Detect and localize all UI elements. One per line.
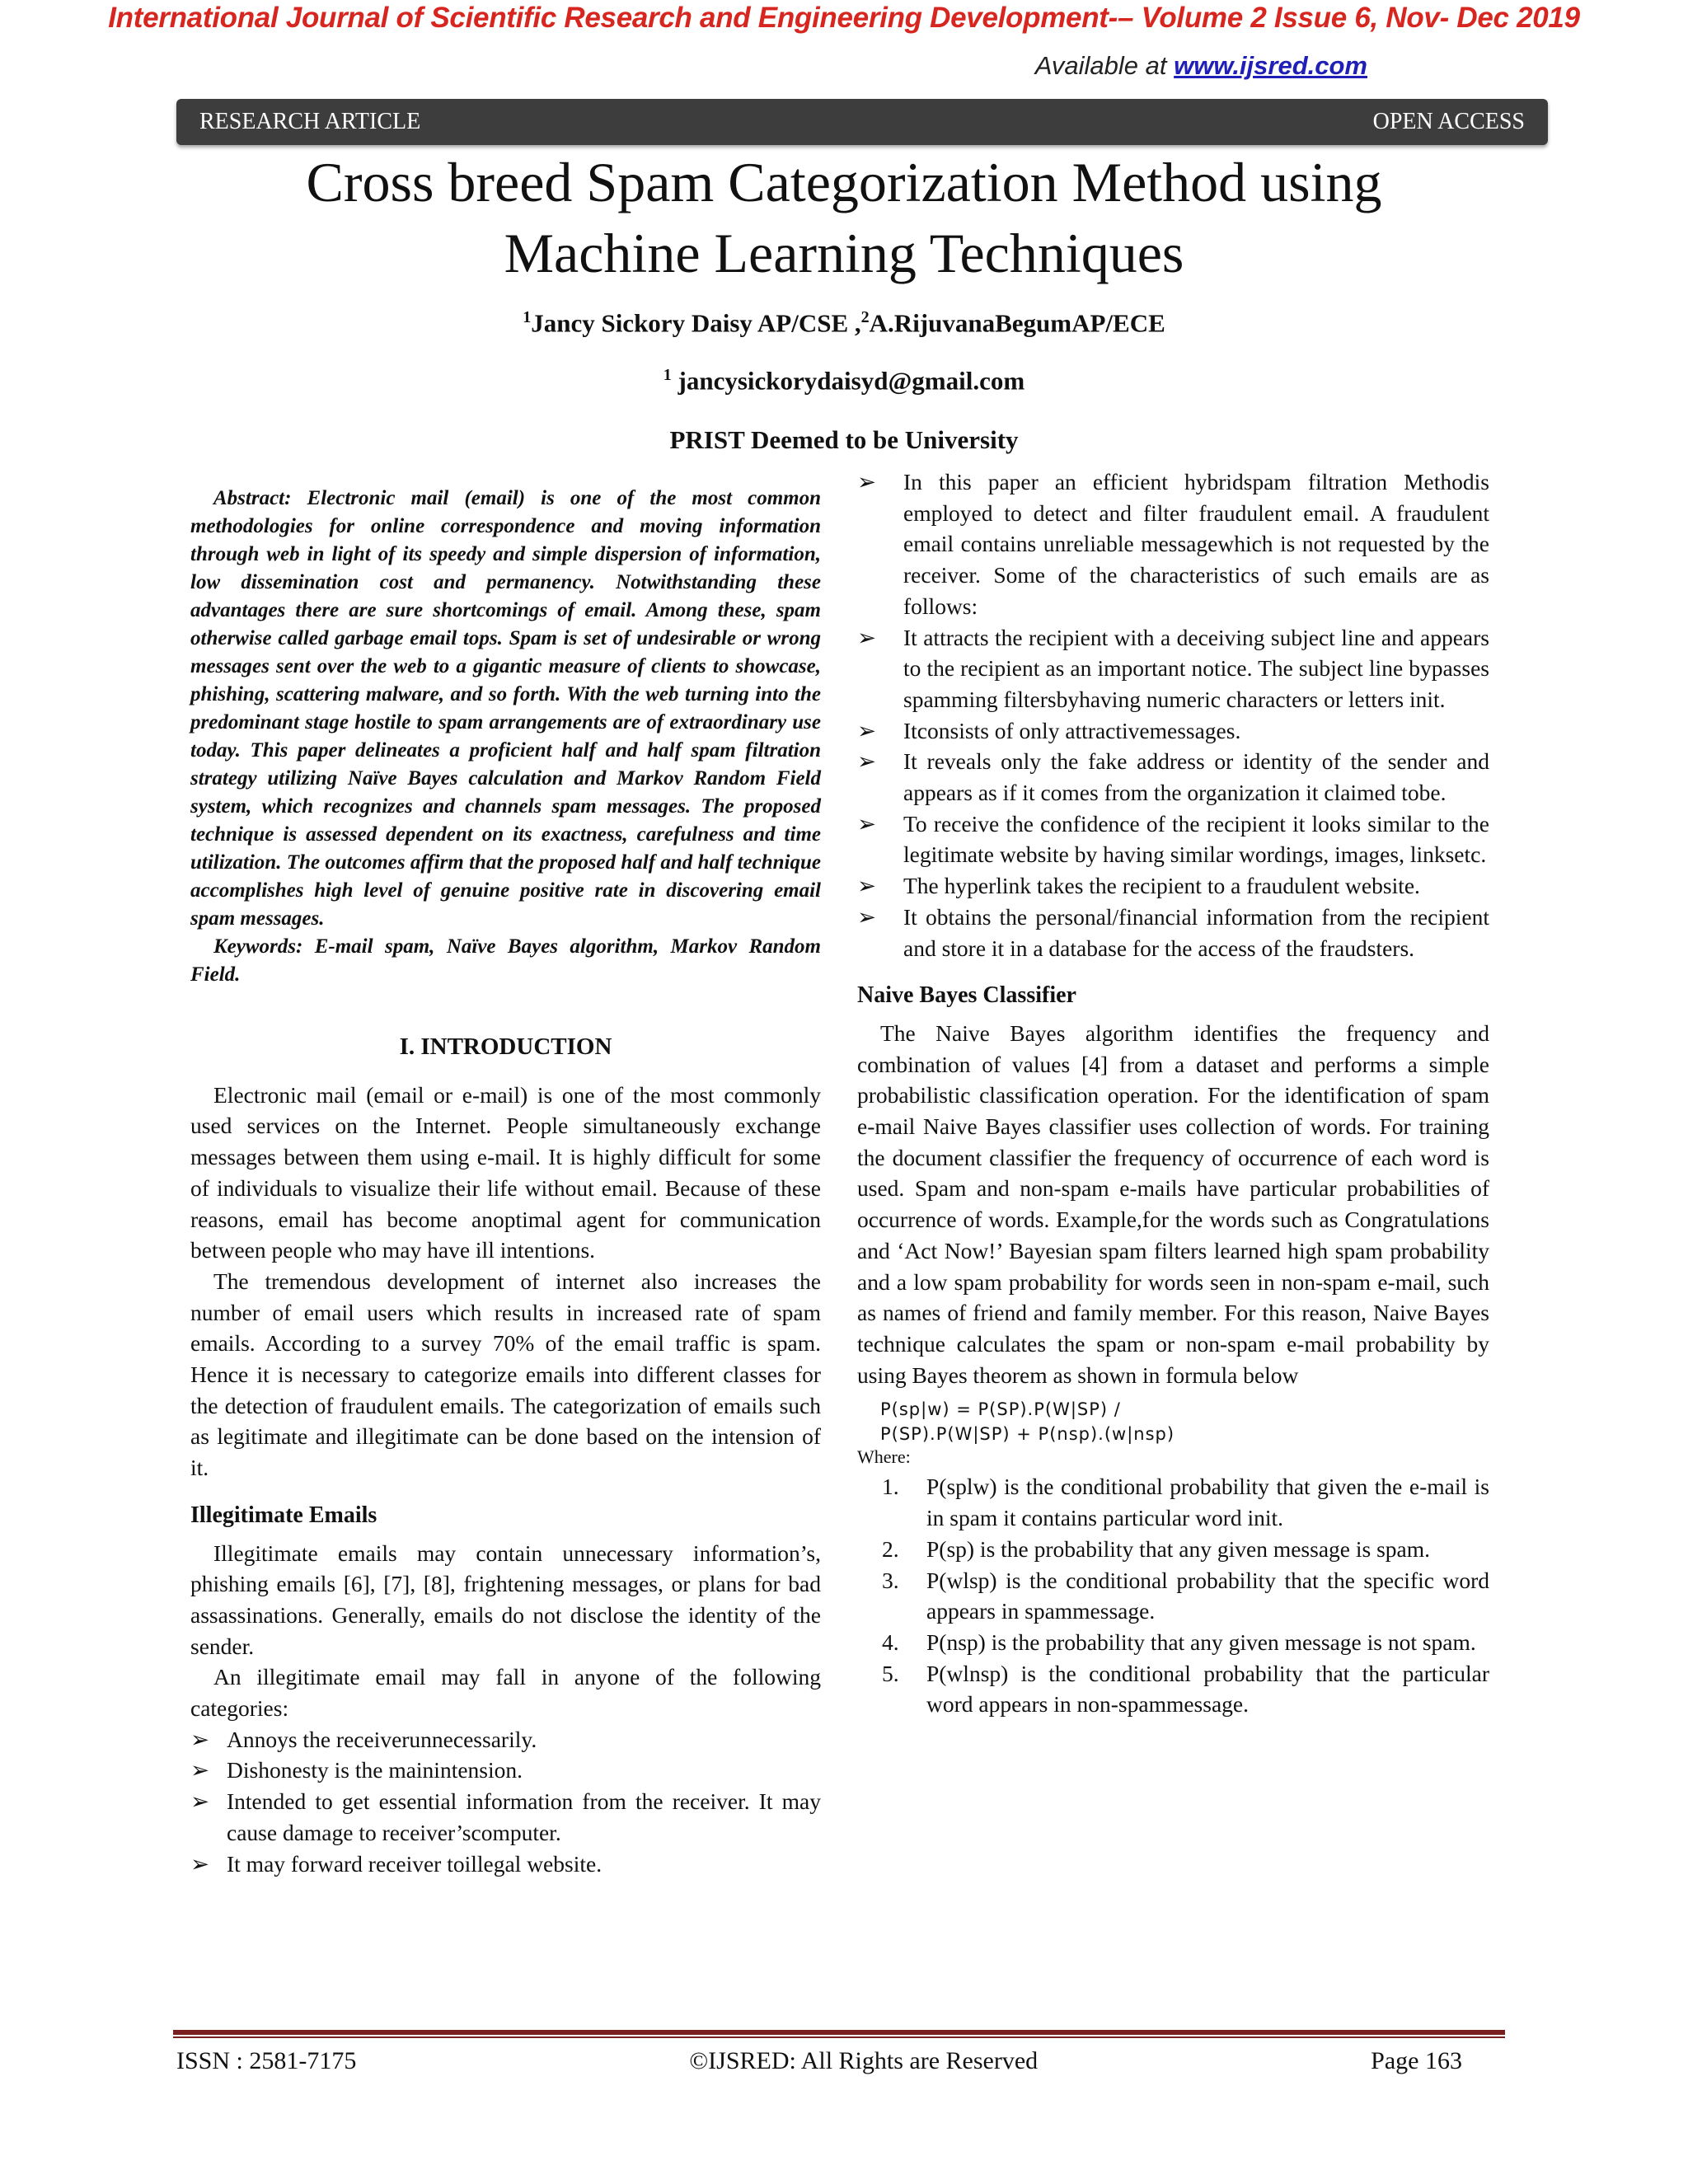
list-number: 1. [882, 1474, 899, 1500]
bayes-formula [880, 1397, 1489, 1446]
arrow-bullet-icon: ➢ [190, 1788, 210, 1815]
intro-paragraph-2: The tremendous development of internet also increases the number of email users which results in increased rate of spam emails. According to a survey 70% of the email traffic is spam. Hence it is necessary to categorize emails into different classes for the detection of fraudulent emails. The categorization of emails such as legitimate and illegitimate can be done based on the intension of it. [190, 1268, 821, 1481]
introduction-heading: I. INTRODUCTION [399, 1033, 612, 1060]
naive-bayes-heading: Naive Bayes Classifier [857, 982, 1076, 1009]
arrow-bullet-icon: ➢ [190, 1757, 210, 1783]
list-item: ➢ Intended to get essential information from the receiver. It may cause damage to receiver’scomputer. [190, 1786, 821, 1848]
naive-bayes-paragraph: The Naive Bayes algorithm identifies the frequency and combination of values [4] from a dataset and performs a simple probabilistic classification operation. For the identification of spam e-mail Naive Bayes classifier uses collection of words. For training the document classifier the frequency of occurrence of each word is used. Spam and non-spam e-mails have particular probabilities of occurrence of words. Example,for the words such as Congratulations and ‘Act Now!’ Bayesian spam filters learned high spam probability and a low spam probability for words seen in non-spam e-mail, such as names of friend and family member. For this reason, Naive Bayes technique calculates the spam or non-spam e-mail probability by using Bayes theorem as shown in formula below [857, 1019, 1489, 1388]
arrow-bullet-icon: ➢ [857, 624, 877, 650]
list-number: 3. [882, 1567, 899, 1593]
illegitimate-heading: Illegitimate Emails [190, 1502, 377, 1528]
arrow-bullet-icon: ➢ [857, 748, 877, 775]
email-address: jancysickorydaisyd@gmail.com [671, 366, 1025, 396]
paper-title-line1: Cross breed Spam Categorization Method using [306, 151, 1382, 213]
paper-title [176, 147, 1512, 288]
footer-rights: ©IJSRED: All Rights are Reserved [689, 2047, 1039, 2074]
list-item: ➢ It may forward receiver toillegal website. [190, 1849, 821, 1880]
list-item: ➢ In this paper an efficient hybridspam filtration Methodis employed to detect and filter fraudulent email. A fraudulent email contains unreliable messagewhich is not requested by the receiver. Some of the characteristics of such emails are as follows: [857, 466, 1489, 622]
list-item: ➢ To receive the confidence of the recipient it looks similar to the legitimate website by having similar wordings, images, linksetc. [857, 808, 1489, 870]
banner-open-access: OPEN ACCESS [1372, 109, 1525, 134]
arrow-bullet-icon: ➢ [857, 469, 877, 494]
list-item: 1. P(splw) is the conditional probability that given the e-mail is in spam it contains particular word init. [857, 1471, 1489, 1533]
page-footer [176, 2047, 1462, 2075]
definitions-list [857, 1471, 1489, 1720]
illegitimate-paragraph-1: Illegitimate emails may contain unnecessary information’s, phishing emails [6], [7], [8], frightening messages, or plans for bad assassinations. Generally, emails do not disclose the identity of the sender. [190, 1540, 821, 1659]
email-sup: 1 [663, 366, 672, 384]
list-item: ➢ Annoys the receiverunnecessarily. [190, 1724, 821, 1755]
paper-title-line2: Machine Learning Techniques [504, 222, 1184, 284]
list-item: 4. P(nsp) is the probability that any given message is not spam. [857, 1627, 1489, 1658]
footer-page-number: Page 163 [1371, 2047, 1462, 2074]
arrow-bullet-icon: ➢ [190, 1726, 210, 1752]
list-item: 3. P(wlsp) is the conditional probability that the specific word appears in spammessage. [857, 1565, 1489, 1627]
list-item: 2. P(sp) is the probability that any given message is spam. [857, 1534, 1489, 1565]
intro-paragraph-1: Electronic mail (email or e-mail) is one of the most commonly used services on the Internet. People simultaneously exchange messages between them using e-mail. It is highly difficult for some of individuals to visualize their life without email. Because of these reasons, email has become anoptimal agent for communication between people who may have ill intentions. [190, 1081, 821, 1263]
footer-rule [173, 2030, 1505, 2035]
footer-issn: ISSN : 2581-7175 [176, 2047, 357, 2074]
arrow-bullet-icon: ➢ [857, 873, 877, 899]
fraud-characteristics-list [857, 466, 1489, 963]
available-prefix: Available at [1034, 51, 1175, 80]
journal-header: International Journal of Scientific Research and Engineering Development-– Volume 2 Issue 6, Nov- Dec 2019 [108, 2, 1580, 34]
formula-line-2: P(SP).P(W|SP) + P(nsp).(w|nsp) [880, 1424, 1175, 1445]
article-banner [176, 99, 1548, 145]
list-number: 2. [882, 1535, 899, 1562]
author1-sup: 1 [523, 308, 532, 326]
list-item: ➢ It obtains the personal/financial information from the recipient and store it in a database for the access of the fraudsters. [857, 902, 1489, 963]
illegitimate-paragraph-2: An illegitimate email may fall in anyone of the following categories: [190, 1664, 821, 1722]
right-column [857, 466, 1489, 1720]
footer-rule-thin [173, 2036, 1505, 2038]
where-label: Where: [857, 1446, 911, 1468]
keywords: Keywords: E-mail spam, Naïve Bayes algorithm, Markov Random Field. [190, 935, 821, 986]
list-item: ➢ Dishonesty is the mainintension. [190, 1755, 821, 1786]
arrow-bullet-icon: ➢ [190, 1850, 210, 1877]
list-item: 5. P(wlnsp) is the conditional probability that the particular word appears in non-spammessage. [857, 1658, 1489, 1720]
authors [0, 308, 1688, 338]
list-number: 4. [882, 1629, 899, 1655]
list-number: 5. [882, 1660, 899, 1686]
university: PRIST Deemed to be University [669, 425, 1019, 454]
list-item: ➢ It reveals only the fake address or identity of the sender and appears as if it comes from the organization it claimed tobe. [857, 746, 1489, 808]
abstract: Abstract: Electronic mail (email) is one of the most common methodologies for online correspondence and moving information through web in light of its speedy and simple dispersion of information, low dissemination cost and permanency. Notwithstanding these advantages there are sure shortcomings of email. Among these, spam otherwise called garbage email tops. Spam is set of undesirable or wrong messages sent over the web to a gigantic measure of clients to showcase, phishing, scattering malware, and so forth. With the web turning into the predominant stage hostile to spam arrangements are of extraordinary use today. This paper delineates a proficient half and half spam filtration strategy utilizing Naïve Bayes calculation and Markov Random Field system, which recognizes and channels spam messages. The proposed technique is assessed dependent on its exactness, carefulness and time utilization. The outcomes affirm that the proposed half and half technique accomplishes high level of genuine positive rate in discovering email spam messages. [190, 487, 821, 930]
available-at [1035, 51, 1367, 81]
arrow-bullet-icon: ➢ [857, 903, 877, 930]
arrow-bullet-icon: ➢ [857, 717, 877, 743]
journal-link[interactable]: www.ijsred.com [1174, 51, 1367, 80]
list-item: ➢ It attracts the recipient with a deceiving subject line and appears to the recipient as an important notice. The subject line bypasses spamming filtersbyhaving numeric characters or letters init. [857, 622, 1489, 715]
banner-research-article: RESEARCH ARTICLE [199, 109, 421, 134]
author-email [0, 366, 1688, 396]
author1: Jancy Sickory Daisy AP/CSE , [531, 308, 861, 338]
illegitimate-list [190, 1724, 821, 1880]
author2-sup: 2 [860, 308, 870, 326]
author2: A.RijuvanaBegumAP/ECE [869, 308, 1165, 338]
list-item: ➢ Itconsists of only attractivemessages. [857, 715, 1489, 747]
left-column [190, 466, 821, 1879]
list-item: ➢ The hyperlink takes the recipient to a fraudulent website. [857, 870, 1489, 902]
formula-line-1: P(sp|w) = P(SP).P(W|SP) / [880, 1399, 1121, 1420]
arrow-bullet-icon: ➢ [857, 810, 877, 837]
